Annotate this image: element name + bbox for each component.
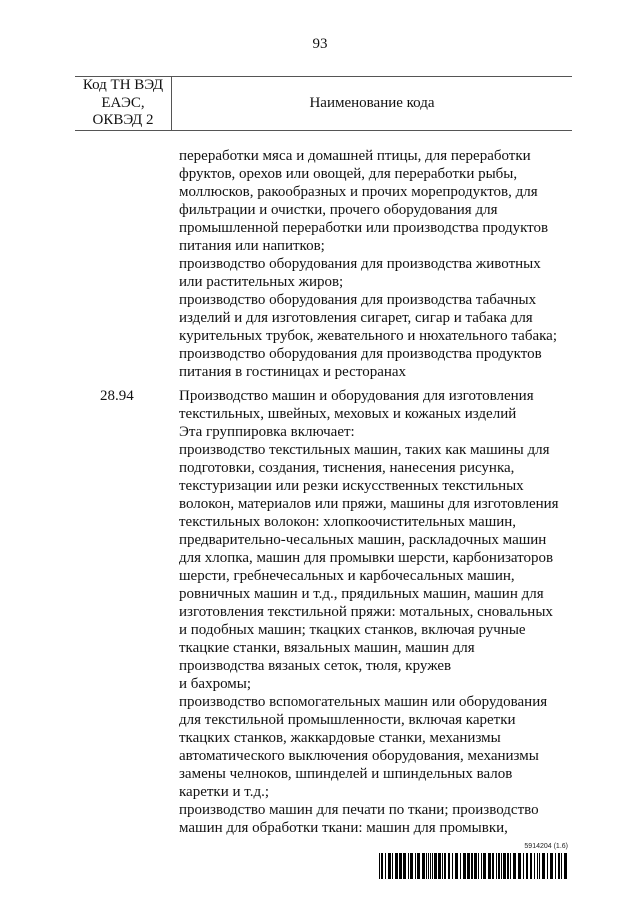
- text-line: питания или напитков;: [179, 238, 325, 254]
- text-line: промышленной переработки или производства продуктов: [179, 220, 549, 236]
- barcode-bar: [463, 853, 466, 879]
- text-line: переработки мяса и домашней птицы, для переработки: [179, 148, 531, 164]
- text-line: изготовления текстильной пряжи: мотальных, сновальных: [179, 604, 553, 620]
- barcode-bar: [471, 853, 473, 879]
- text-line: производство машин для печати по ткани; производство: [179, 802, 539, 818]
- text-line: текстуризации или резки искусственных текстильных: [179, 478, 524, 494]
- barcode-block: [378, 843, 568, 879]
- barcode-bar: [417, 853, 420, 879]
- barcode-bar: [526, 853, 528, 879]
- text-line: производство оборудования для производства животных: [179, 256, 541, 272]
- name-column-header: Наименование кода: [309, 95, 435, 111]
- text-line: машин для обработки ткани: машин для промывки,: [179, 820, 508, 836]
- text-line: изделий и для изготовления сигарет, сигар и табака для: [179, 310, 533, 326]
- text-line: шерсти, гребнечесальных и карбочесальных машин,: [179, 568, 515, 584]
- text-line: фильтрации и очистки, прочего оборудования для: [179, 202, 498, 218]
- barcode-bar: [388, 853, 391, 879]
- barcode-bar: [539, 853, 540, 879]
- entry-text: [179, 387, 579, 837]
- text-line: ткацких станков, жаккардовые станки, механизмы: [179, 730, 501, 746]
- barcode-bar: [442, 853, 443, 879]
- barcode-bar: [542, 853, 545, 879]
- barcode-bar: [507, 853, 509, 879]
- text-line: или растительных жиров;: [179, 274, 344, 290]
- barcode-bar: [518, 853, 521, 879]
- barcode-bar: [534, 853, 535, 879]
- barcode-bar: [415, 853, 416, 879]
- text-line: замены челноков, шпинделей и шпиндельных валов: [179, 766, 513, 782]
- text-line: для хлопка, машин для промывки шерсти, карбонизаторов: [179, 550, 554, 566]
- text-line: моллюсков, ракообразных и прочих морепродуктов, для: [179, 184, 538, 200]
- barcode-bar: [496, 853, 497, 879]
- text-line: производства вязаных сеток, тюля, кружев: [179, 658, 452, 674]
- barcode-bar: [530, 853, 532, 879]
- text-line: автоматического выключения оборудования, механизмы: [179, 748, 539, 764]
- barcode-bar: [488, 853, 491, 879]
- text-line: Производство машин и оборудования для изготовления: [179, 388, 534, 404]
- barcode-bar: [434, 853, 437, 879]
- barcode-bar: [428, 853, 429, 879]
- barcode-bar: [467, 853, 470, 879]
- barcode-image: [378, 853, 568, 879]
- barcode-bar: [478, 853, 479, 879]
- barcode-bar: [392, 853, 393, 879]
- barcode-bar: [385, 853, 386, 879]
- barcode-bar: [483, 853, 486, 879]
- barcode-bar: [455, 853, 458, 879]
- text-line: производство оборудования для производства табачных: [179, 292, 537, 308]
- barcode-bar: [452, 853, 453, 879]
- barcode-bar: [403, 853, 406, 879]
- text-line: ткацкие станки, вязальных машин, машин для: [179, 640, 475, 656]
- continuation-text: [179, 147, 579, 381]
- barcode-bar: [550, 853, 553, 879]
- table-header: [75, 76, 572, 131]
- barcode-caption: 5914204 (1.6): [524, 843, 568, 850]
- code-column-header: [75, 77, 172, 130]
- barcode-bar: [555, 853, 556, 879]
- barcode-bar: [474, 853, 477, 879]
- barcode-bar: [481, 853, 482, 879]
- text-line: питания в гостиницах и ресторанах: [179, 364, 407, 380]
- entry-code: 28.94: [100, 388, 134, 404]
- barcode-bar: [395, 853, 398, 879]
- text-line: курительных трубок, жевательного и нюхательного табака;: [179, 328, 557, 344]
- text-line: ровничных машин и т.д., прядильных машин, машин для: [179, 586, 544, 602]
- text-line: производство вспомогательных машин или оборудования: [179, 694, 548, 710]
- barcode-bar: [513, 853, 516, 879]
- barcode-bar: [426, 853, 427, 879]
- barcode-bar: [399, 853, 402, 879]
- text-line: каретки и т.д.;: [179, 784, 269, 800]
- barcode-bar: [460, 853, 461, 879]
- barcode-bar: [448, 853, 450, 879]
- barcode-bar: [492, 853, 494, 879]
- text-line: и бахромы;: [179, 676, 252, 692]
- barcode-bar: [561, 853, 562, 879]
- text-line: текстильных волокон: хлопкоочистительных машин,: [179, 514, 517, 530]
- text-line: фруктов, орехов или овощей, для переработки рыбы,: [179, 166, 518, 182]
- text-line: предварительно-чесальных машин, раскладочных машин: [179, 532, 547, 548]
- barcode-bar: [558, 853, 560, 879]
- barcode-bar: [438, 853, 441, 879]
- barcode-bar: [498, 853, 500, 879]
- text-line: производство текстильных машин, таких как машины для: [179, 442, 550, 458]
- barcode-bar: [444, 853, 446, 879]
- code-header-line: ЕАЭС,: [101, 94, 145, 111]
- barcode-bar: [547, 853, 548, 879]
- code-header-line: Код ТН ВЭД: [82, 77, 164, 94]
- barcode-bar: [379, 853, 380, 879]
- barcode-bar: [564, 853, 567, 879]
- page-number: 93: [312, 36, 328, 52]
- barcode-bar: [381, 853, 383, 879]
- barcode-bar: [537, 853, 538, 879]
- text-line: волокон, материалов или пряжи, машины для изготовления: [179, 496, 559, 512]
- barcode-bar: [501, 853, 502, 879]
- text-line: текстильных, швейных, меховых и кожаных изделий: [179, 406, 517, 422]
- barcode-bar: [523, 853, 524, 879]
- barcode-bar: [422, 853, 425, 879]
- text-line: Эта группировка включает:: [179, 424, 355, 440]
- barcode-bar: [430, 853, 431, 879]
- barcode-bar: [432, 853, 433, 879]
- text-line: для текстильной промышленности, включая каретки: [179, 712, 516, 728]
- code-header-line: ОКВЭД 2: [92, 112, 154, 129]
- barcode-bar: [503, 853, 506, 879]
- barcode-bar: [510, 853, 511, 879]
- text-line: производство оборудования для производства продуктов: [179, 346, 542, 362]
- text-line: и подобных машин; ткацких станков, включая ручные: [179, 622, 526, 638]
- barcode-bar: [408, 853, 409, 879]
- text-line: подготовки, создания, тиснения, нанесения рисунка,: [179, 460, 515, 476]
- barcode-bar: [410, 853, 413, 879]
